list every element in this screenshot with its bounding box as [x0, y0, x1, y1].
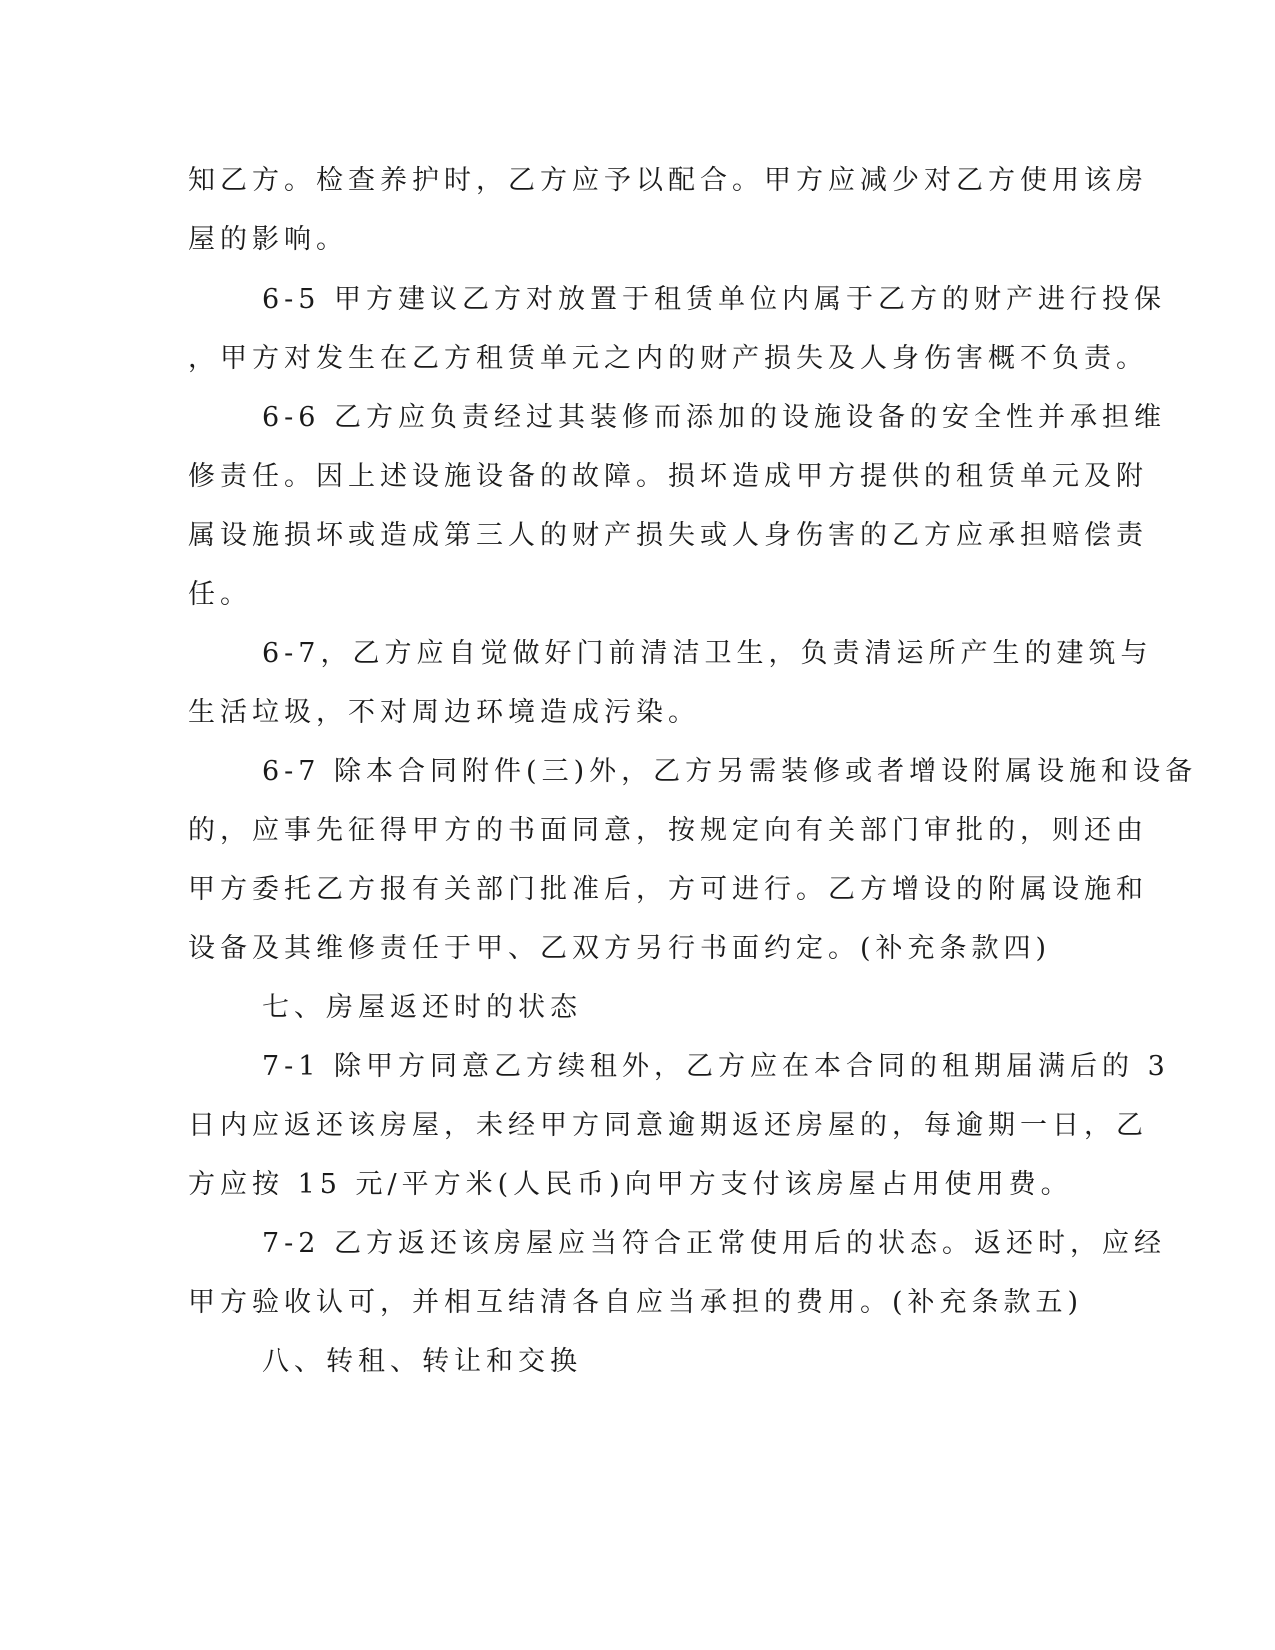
text-line: 设备及其维修责任于甲、乙双方另行书面约定。(补充条款四) [188, 933, 1052, 964]
text-line: 方应按 15 元/平方米(人民币)向甲方支付该房屋占用使用费。 [188, 1169, 1073, 1200]
text-line: 屋的影响。 [188, 224, 348, 255]
clause-6-5: 6-5 甲方建议乙方对放置于租赁单位内属于乙方的财产进行投保 [262, 284, 1167, 315]
text-line: 日内应返还该房屋，未经甲方同意逾期返还房屋的，每逾期一日，乙 [188, 1110, 1148, 1141]
section-heading-7: 七、房屋返还时的状态 [262, 992, 582, 1023]
clause-6-7-first: 6-7，乙方应自觉做好门前清洁卫生，负责清运所产生的建筑与 [262, 638, 1153, 669]
text-line: 属设施损坏或造成第三人的财产损失或人身伤害的乙方应承担赔偿责 [188, 520, 1148, 551]
clause-7-2: 7-2 乙方返还该房屋应当符合正常使用后的状态。返还时，应经 [262, 1228, 1167, 1259]
text-line: 任。 [188, 579, 252, 610]
text-line: 生活垃圾，不对周边环境造成污染。 [188, 697, 700, 728]
text-line: 甲方验收认可，并相互结清各自应当承担的费用。(补充条款五) [188, 1287, 1084, 1318]
section-heading-8: 八、转租、转让和交换 [262, 1346, 582, 1377]
clause-6-7-second: 6-7 除本合同附件(三)外，乙方另需装修或者增设附属设施和设备 [262, 756, 1198, 787]
text-line: 甲方委托乙方报有关部门批准后，方可进行。乙方增设的附属设施和 [188, 874, 1148, 905]
clause-7-1: 7-1 除甲方同意乙方续租外，乙方应在本合同的租期届满后的 3 [262, 1051, 1170, 1082]
text-line: 知乙方。检查养护时，乙方应予以配合。甲方应减少对乙方使用该房 [188, 165, 1148, 196]
text-line: ，甲方对发生在乙方租赁单元之内的财产损失及人身伤害概不负责。 [188, 343, 1148, 374]
clause-6-6: 6-6 乙方应负责经过其装修而添加的设施设备的安全性并承担维 [262, 402, 1167, 433]
text-line: 修责任。因上述设施设备的故障。损坏造成甲方提供的租赁单元及附 [188, 461, 1148, 492]
text-line: 的，应事先征得甲方的书面同意，按规定向有关部门审批的，则还由 [188, 815, 1148, 846]
